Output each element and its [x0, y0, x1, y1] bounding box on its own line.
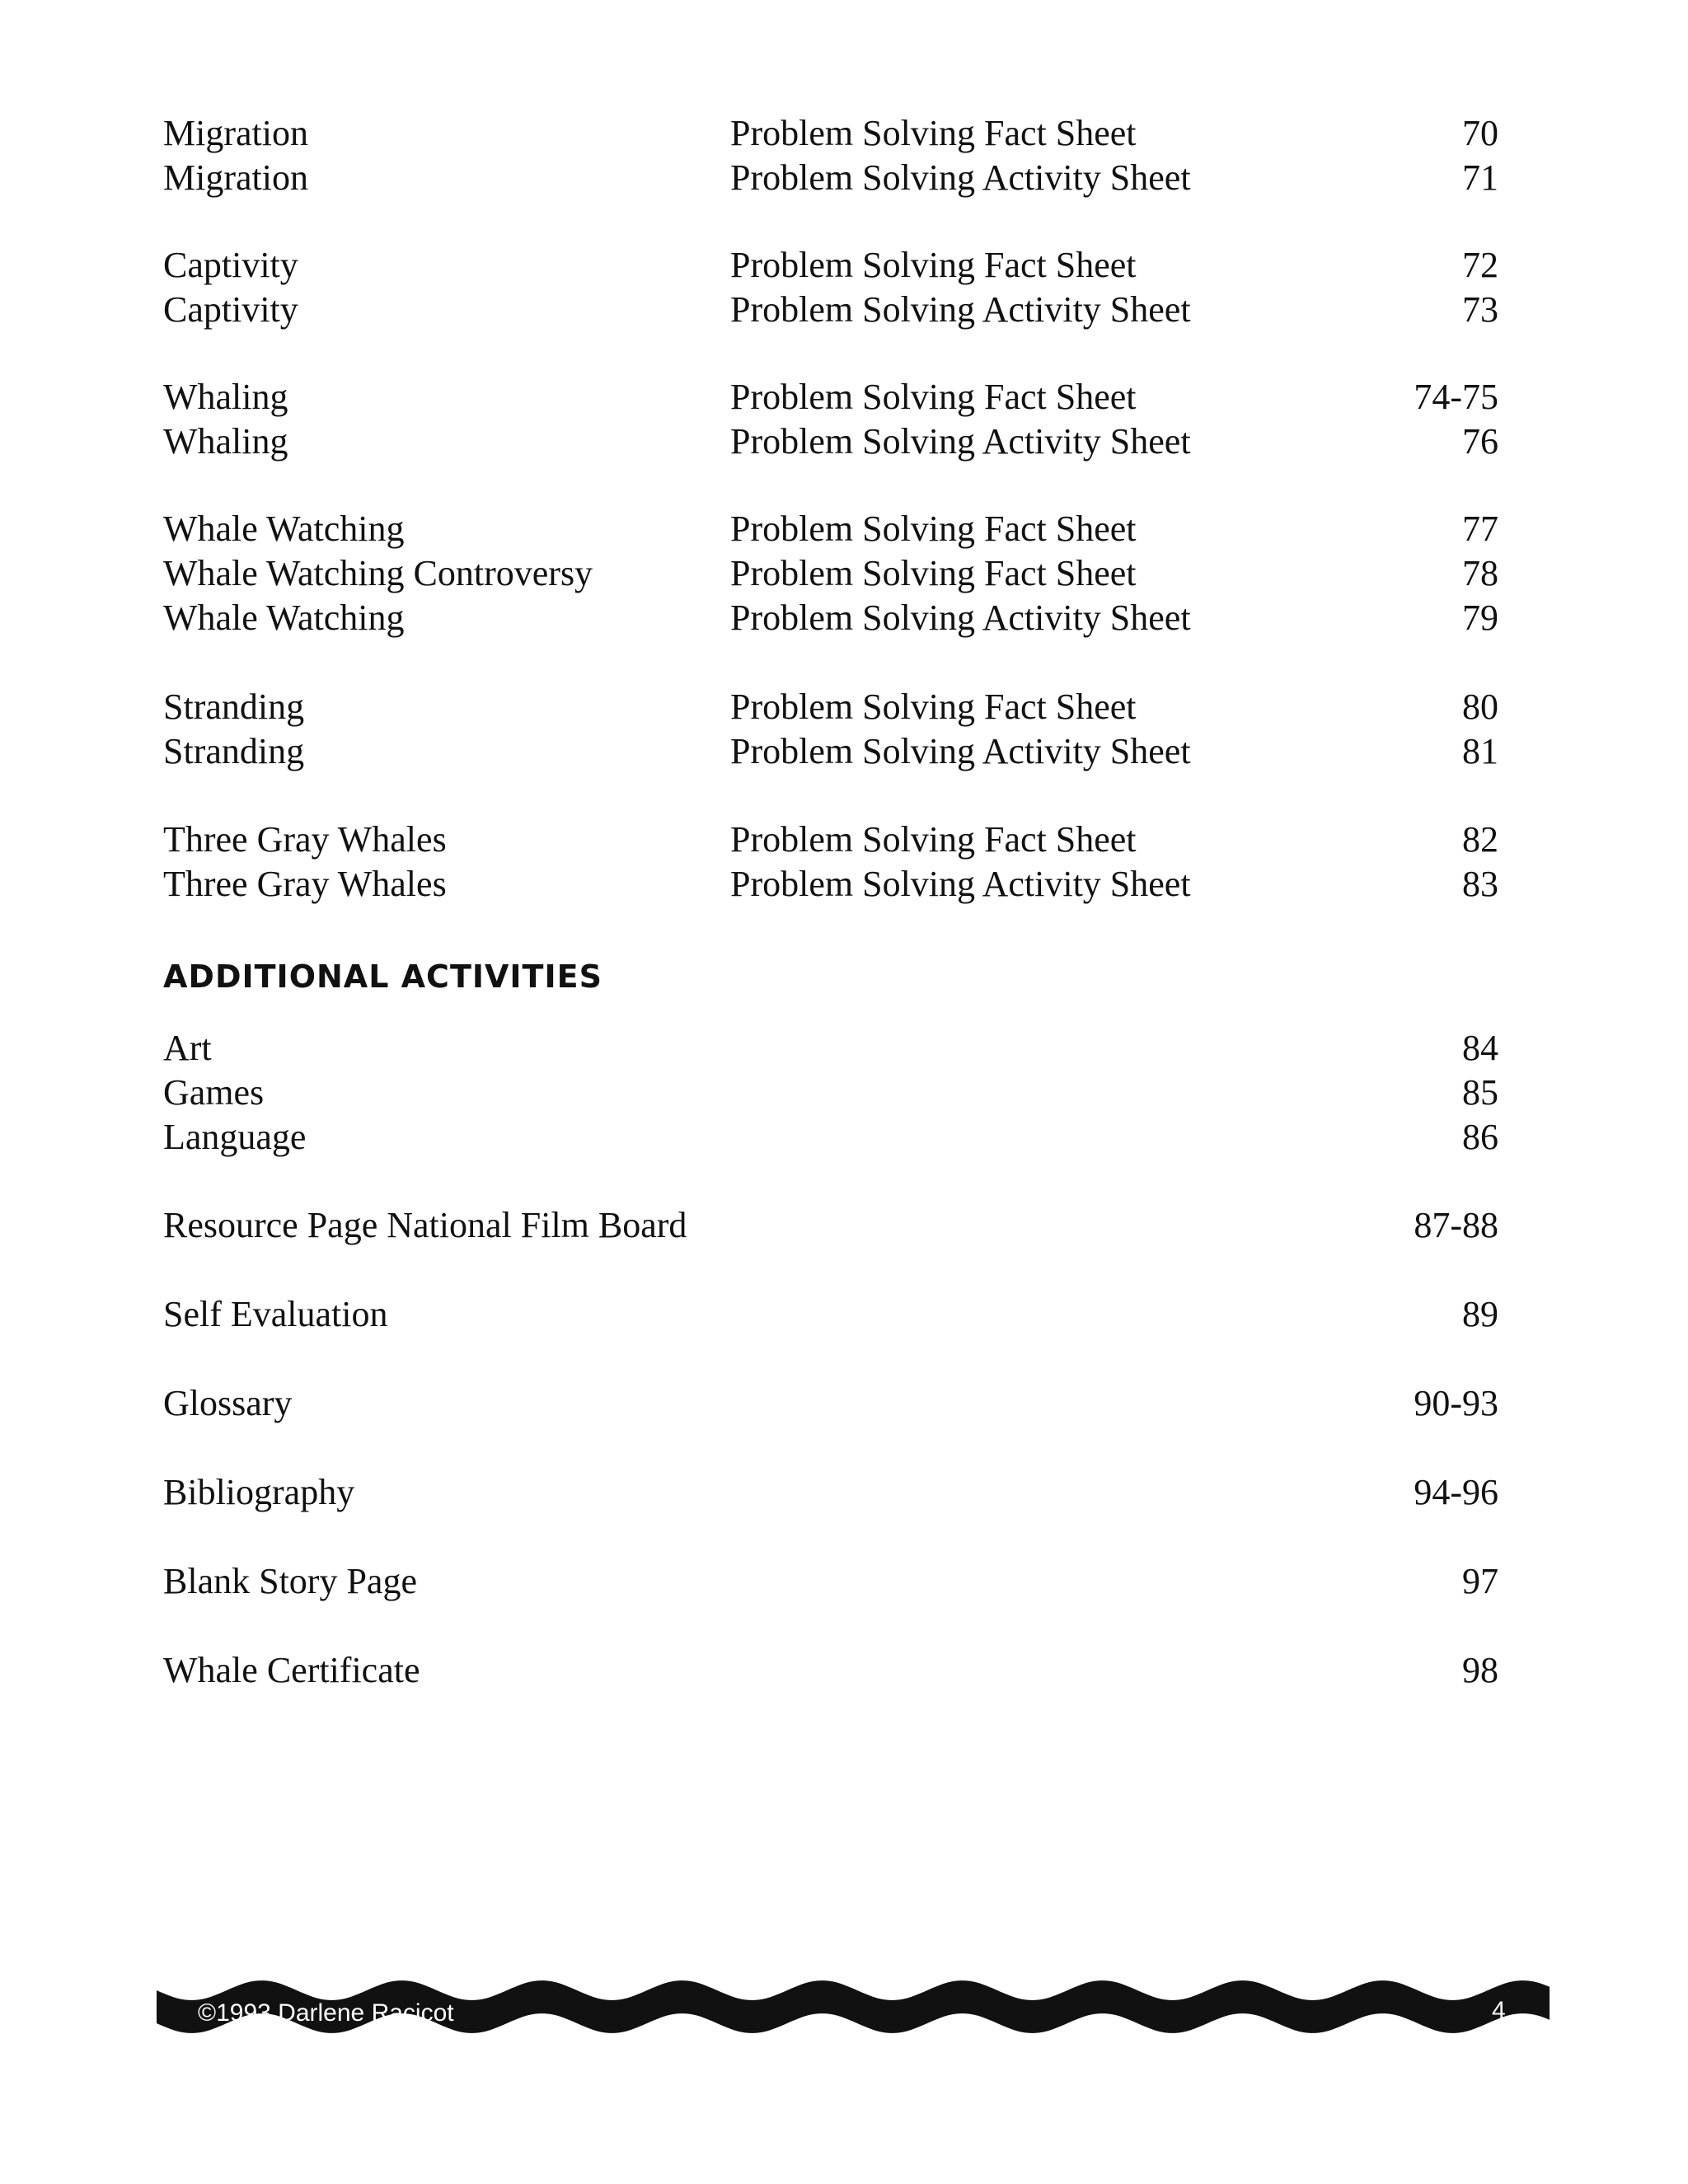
toc-group-whaling: [163, 375, 1498, 464]
toc-page-number: 84: [1462, 1028, 1498, 1068]
toc-topic: Whaling: [163, 377, 288, 417]
toc-page-number: 72: [1462, 245, 1498, 285]
toc-page-number: 80: [1462, 687, 1498, 727]
toc-page-number: 81: [1462, 731, 1498, 771]
toc-page-number: 82: [1462, 819, 1498, 860]
toc-sheet: Problem Solving Fact Sheet: [730, 687, 1137, 727]
toc-page-number: 87-88: [1414, 1205, 1498, 1245]
toc-row-games: [163, 1071, 1498, 1115]
toc-sheet: Problem Solving Fact Sheet: [730, 553, 1137, 593]
toc-title: Resource Page National Film Board: [163, 1205, 687, 1245]
toc-row: [163, 596, 1498, 640]
toc-page-number: 74-75: [1414, 377, 1498, 417]
toc-row-art: [163, 1026, 1498, 1071]
toc-page-number: 85: [1462, 1072, 1498, 1113]
toc-row-language: [163, 1115, 1498, 1160]
toc-sheet: Problem Solving Fact Sheet: [730, 377, 1137, 417]
toc-row: [163, 685, 1498, 729]
toc-title: Bibliography: [163, 1472, 355, 1512]
toc-sheet: Problem Solving Fact Sheet: [730, 245, 1137, 285]
toc-row: [163, 862, 1498, 907]
toc-page-number: 83: [1462, 864, 1498, 904]
toc-group-captivity: [163, 243, 1498, 332]
toc-row-self-evaluation: [163, 1292, 1498, 1337]
toc-group-three-gray-whales: [163, 818, 1498, 907]
toc-row-glossary: [163, 1381, 1498, 1426]
toc-sheet: Problem Solving Activity Sheet: [730, 864, 1191, 904]
toc-group-stranding: [163, 685, 1498, 774]
toc-row: [163, 729, 1498, 774]
toc-title: Glossary: [163, 1383, 293, 1423]
section-heading-additional-activities: ADDITIONAL ACTIVITIES: [163, 958, 603, 995]
toc-title: Blank Story Page: [163, 1561, 417, 1601]
toc-sheet: Problem Solving Activity Sheet: [730, 421, 1191, 462]
toc-page-number: 73: [1462, 289, 1498, 330]
toc-topic: Whale Watching: [163, 509, 405, 549]
toc-page-number: 86: [1462, 1117, 1498, 1157]
toc-group-whale-watching: [163, 507, 1498, 640]
toc-sheet: Problem Solving Activity Sheet: [730, 731, 1191, 771]
toc-title: Language: [163, 1117, 307, 1157]
toc-row: [163, 818, 1498, 862]
toc-page-number: 76: [1462, 421, 1498, 462]
toc-title: Games: [163, 1072, 265, 1113]
toc-topic: Whaling: [163, 421, 288, 462]
toc-sheet: Problem Solving Activity Sheet: [730, 289, 1191, 330]
toc-topic: Captivity: [163, 289, 298, 330]
footer-copyright: ©1993 Darlene Racicot: [198, 1999, 454, 2027]
toc-topic: Three Gray Whales: [163, 864, 447, 904]
toc-topic: Whale Watching Controversy: [163, 553, 593, 593]
toc-row: [163, 551, 1498, 596]
toc-topic: Captivity: [163, 245, 298, 285]
toc-topic: Stranding: [163, 687, 305, 727]
toc-page-number: 97: [1462, 1561, 1498, 1601]
toc-topic: Migration: [163, 157, 308, 198]
toc-sheet: Problem Solving Activity Sheet: [730, 157, 1191, 198]
toc-title: Self Evaluation: [163, 1294, 388, 1334]
toc-row-resource-page: [163, 1203, 1498, 1248]
toc-row: [163, 156, 1498, 200]
toc-row: [163, 111, 1498, 156]
toc-page-number: 94-96: [1414, 1472, 1498, 1512]
toc-sheet: Problem Solving Activity Sheet: [730, 598, 1191, 638]
toc-topic: Stranding: [163, 731, 305, 771]
toc-page-number: 78: [1462, 553, 1498, 593]
toc-page-number: 70: [1462, 113, 1498, 153]
toc-page-number: 71: [1462, 157, 1498, 198]
toc-sheet: Problem Solving Fact Sheet: [730, 113, 1137, 153]
toc-topic: Whale Watching: [163, 598, 405, 638]
toc-sheet: Problem Solving Fact Sheet: [730, 819, 1137, 860]
toc-title: Art: [163, 1028, 212, 1068]
toc-page-number: 77: [1462, 509, 1498, 549]
toc-topic: Migration: [163, 113, 308, 153]
toc-group-migration: [163, 111, 1498, 200]
toc-row-blank-story-page: [163, 1559, 1498, 1604]
toc-row-bibliography: [163, 1470, 1498, 1515]
toc-title: Whale Certificate: [163, 1650, 420, 1690]
toc-page-number: 79: [1462, 598, 1498, 638]
toc-row: [163, 288, 1498, 332]
toc-page-number: 98: [1462, 1650, 1498, 1690]
footer-page-number: 4: [1492, 1997, 1506, 2024]
toc-topic: Three Gray Whales: [163, 819, 447, 860]
toc-row: [163, 243, 1498, 288]
toc-row-whale-certificate: [163, 1648, 1498, 1693]
toc-row: [163, 419, 1498, 464]
toc-page-number: 89: [1462, 1294, 1498, 1334]
toc-sheet: Problem Solving Fact Sheet: [730, 509, 1137, 549]
toc-row: [163, 375, 1498, 419]
toc-row: [163, 507, 1498, 551]
toc-page-number: 90-93: [1414, 1383, 1498, 1423]
